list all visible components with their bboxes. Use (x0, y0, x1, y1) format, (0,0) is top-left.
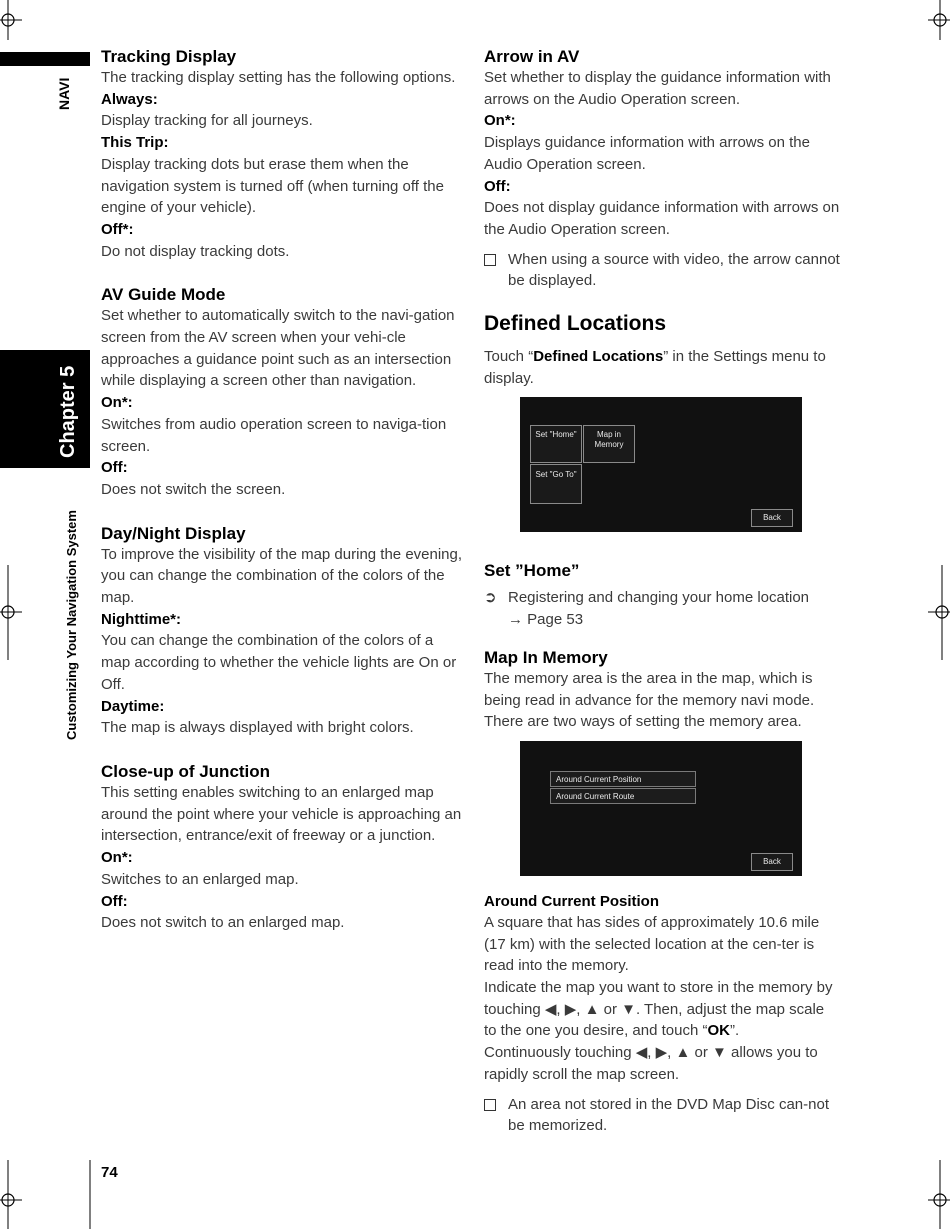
option-text: Display tracking dots but erase them when the navigation system is turned off (when turning off the engine of your vehicle). (101, 155, 444, 217)
section-heading: Defined Locations (484, 312, 667, 336)
option-text: Displays guidance information with arrows on the Audio Operation screen. (484, 134, 810, 173)
text-run: Indicate the map you want to store in the memory by touching ◀, ▶, ▲ or ▼. Then, adjust the map scale to the one you desire, and touch “ (484, 979, 833, 1040)
section-intro: The tracking display setting has the following options. (101, 69, 456, 86)
map-in-memory-section (484, 647, 840, 876)
tracking-display-section (101, 46, 463, 262)
around-current-position-button[interactable]: Around Current Position (550, 771, 696, 787)
back-button[interactable]: Back (751, 853, 793, 871)
section-title: Tracking Display (101, 47, 237, 66)
option-label: Off: (101, 892, 128, 910)
option-text: Does not switch to an enlarged map. (101, 914, 345, 932)
closeup-junction-section (101, 761, 463, 934)
defined-locations-section (484, 310, 840, 532)
option-text: Display tracking for all journeys. (101, 112, 313, 130)
option-label: On*: (101, 849, 133, 867)
navi-label: NAVI (56, 77, 72, 110)
set-home-section (484, 560, 840, 630)
chapter-label: Chapter 5 (57, 365, 79, 458)
section-intro: The memory area is the area in the map, which is being read in advance for the memory navi mode. There are two ways of setting the memory area. (484, 669, 815, 731)
chapter-title: Customizing Your Navigation System (64, 510, 79, 740)
option-text: Do not display tracking dots. (101, 242, 290, 260)
text-run: Touch “ (484, 348, 534, 366)
note-box-icon (484, 1099, 496, 1111)
option-text: Switches to an enlarged map. (101, 870, 299, 888)
section-intro: To improve the visibility of the map during the evening, you can change the combination of the colors of the map. (101, 545, 463, 607)
option-label: Off: (101, 459, 128, 477)
option-text: Does not switch the screen. (101, 480, 286, 498)
text-run-bold: OK (707, 1022, 730, 1040)
note (484, 249, 840, 292)
note-box-icon (484, 254, 496, 266)
text-run: ” in the Settings menu to display. (484, 348, 826, 387)
reference-arrow-icon: ➲ (484, 589, 497, 607)
paragraph: Continuously touching ◀, ▶, ▲ or ▼ allows you to rapidly scroll the map screen. (484, 1044, 818, 1083)
option-label: Daytime: (101, 697, 165, 715)
section-intro: This setting enables switching to an enlarged map around the point where your vehicle is approaching an intersection, entrance/exit of freeway or a junction. (101, 783, 462, 845)
option-text: Switches from audio operation screen to naviga-tion screen. (101, 415, 447, 455)
section-intro (484, 346, 840, 389)
option-label: Nighttime*: (101, 610, 181, 628)
note-text: An area not stored in the DVD Map Disc can-not be memorized. (508, 1095, 829, 1135)
option-text: Does not display guidance information with arrows on the Audio Operation screen. (484, 199, 840, 238)
av-guide-mode-section (101, 284, 463, 500)
reference-text: Registering and changing your home location (508, 589, 810, 607)
section-title: Around Current Position (484, 892, 659, 910)
right-column (484, 46, 840, 1153)
option-label: Off*: (101, 220, 134, 238)
map-in-memory-button[interactable]: Map in Memory (583, 425, 635, 463)
around-current-route-button[interactable]: Around Current Route (550, 788, 696, 804)
text-run-bold: Defined Locations (533, 348, 664, 366)
option-label: On*: (101, 394, 133, 412)
reference (484, 587, 840, 630)
map-in-memory-screen (520, 741, 802, 876)
option-text: The map is always displayed with bright colors. (101, 719, 414, 737)
section-title: Arrow in AV (484, 47, 580, 66)
section-title: Day/Night Display (101, 523, 246, 543)
text-run: ”. (729, 1022, 740, 1040)
day-night-section (101, 523, 463, 739)
section-intro: Set whether to display the guidance information with arrows on the Audio Operation screen. (484, 69, 831, 108)
option-label: This Trip: (101, 134, 169, 152)
defined-locations-screen (520, 397, 802, 532)
set-home-button[interactable]: Set "Home" (530, 425, 582, 463)
section-title: Set ”Home” (484, 561, 580, 581)
page-number: 74 (101, 1164, 118, 1181)
paragraph: A square that has sides of approximately 10.6 mile (17 km) with the selected location at the cen-ter is read into the memory. (484, 913, 820, 975)
section-intro: Set whether to automatically switch to the navi-gation screen from the AV screen when your vehi-cle approaches a guidance point such as an intersection while displaying a screen other than navigation. (101, 307, 455, 390)
section-title: AV Guide Mode (101, 285, 226, 305)
option-text: You can change the combination of the colors of a map according to whether the vehicle lights are On or Off. (101, 632, 457, 693)
note-text: When using a source with video, the arrow cannot be displayed. (508, 250, 840, 290)
note (484, 1094, 840, 1137)
set-goto-button[interactable]: Set "Go To" (530, 464, 582, 504)
page-reference[interactable]: → Page 53 (508, 611, 584, 629)
navi-tab-bar (0, 52, 90, 66)
option-label: Off: (484, 177, 511, 195)
section-title: Map In Memory (484, 647, 608, 667)
arrow-in-av-section (484, 46, 840, 292)
paragraph (484, 977, 840, 1042)
option-label: Always: (101, 90, 158, 108)
back-button[interactable]: Back (751, 509, 793, 527)
left-column (101, 46, 463, 950)
option-label: On*: (484, 112, 516, 130)
around-current-position-section (484, 892, 840, 1137)
section-title: Close-up of Junction (101, 761, 271, 781)
